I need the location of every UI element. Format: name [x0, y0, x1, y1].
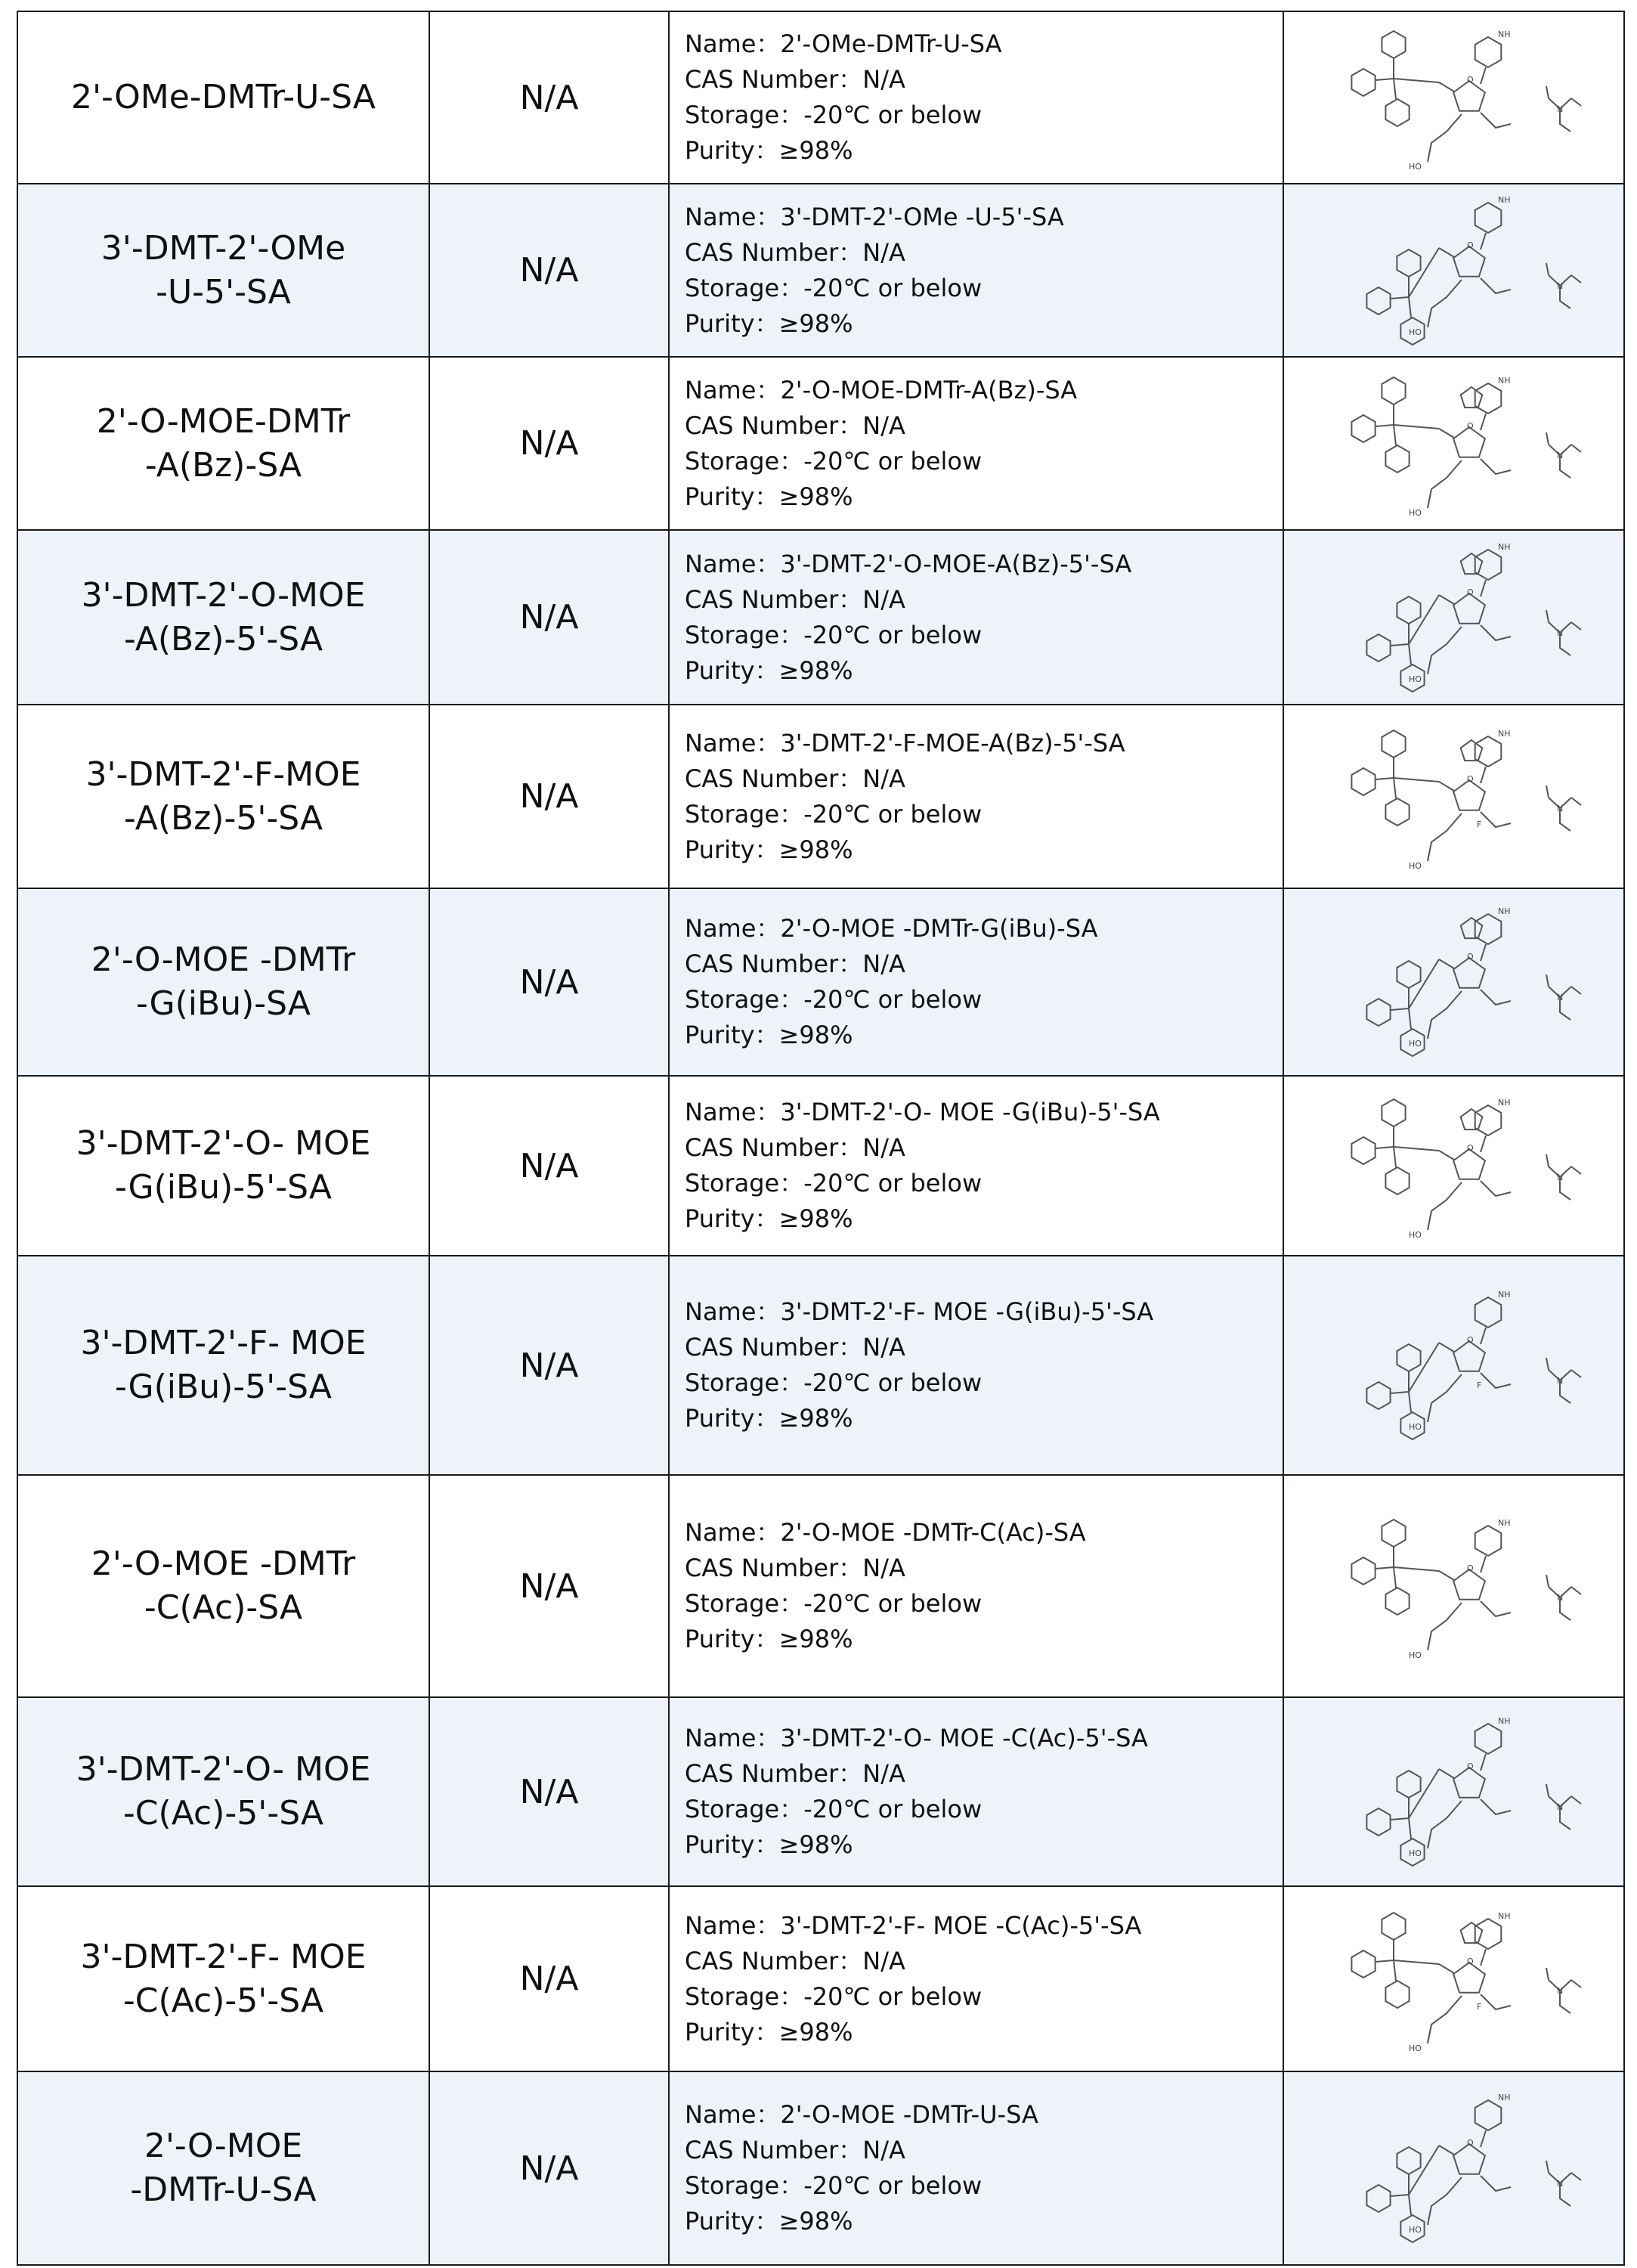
svg-text:N: N: [1556, 1376, 1563, 1386]
product-name-cell: [18, 358, 430, 529]
cas-cell: [430, 12, 670, 183]
structure-cell: [1284, 1476, 1623, 1696]
info-purity: Purity：≥98%: [685, 1021, 853, 1049]
svg-text:F: F: [1476, 1380, 1481, 1390]
product-name: 2'-O-MOE -DMTr -C(Ac)-SA: [91, 1545, 356, 1627]
product-name: 2'-O-MOE -DMTr -G(iBu)-SA: [91, 940, 356, 1023]
info-storage: Storage：-20℃ or below: [685, 446, 983, 476]
svg-text:O: O: [1466, 1143, 1474, 1153]
structure-cell: [1284, 12, 1623, 183]
product-info-cell: [670, 1476, 1284, 1696]
product-name: 3'-DMT-2'-O-MOE -A(Bz)-5'-SA: [81, 575, 366, 658]
cas-cell: [430, 1077, 670, 1255]
product-name-cell: [18, 2072, 430, 2264]
svg-text:NH: NH: [1497, 1098, 1510, 1108]
svg-text:N: N: [1556, 1173, 1563, 1182]
product-row: [17, 1885, 1625, 2071]
cas-value: N/A: [519, 424, 579, 463]
svg-text:NH: NH: [1497, 194, 1510, 205]
product-row: [17, 11, 1625, 183]
svg-text:O: O: [1466, 1956, 1474, 1966]
cas-cell: [430, 1887, 670, 2071]
svg-text:NH: NH: [1497, 728, 1510, 739]
info-name: Name：2'-O-MOE-DMTr-A(Bz)-SA: [685, 375, 1078, 404]
product-name: 3'-DMT-2'-F-MOE -A(Bz)-5'-SA: [85, 754, 361, 838]
svg-text:F: F: [1476, 819, 1481, 829]
svg-text:HO: HO: [1408, 674, 1422, 684]
info-storage: Storage：-20℃ or below: [685, 1169, 983, 1198]
product-info-cell: [670, 358, 1284, 529]
info-storage: Storage：-20℃ or below: [685, 985, 983, 1014]
svg-text:HO: HO: [1408, 1230, 1422, 1240]
product-name-cell: [18, 705, 430, 888]
info-name: Name：2'-OMe-DMTr-U-SA: [685, 29, 1002, 58]
product-row: [17, 1255, 1625, 1474]
info-purity: Purity：≥98%: [685, 1404, 853, 1433]
svg-text:HO: HO: [1408, 2225, 1422, 2235]
svg-text:NH: NH: [1497, 541, 1510, 552]
svg-text:NH: NH: [1497, 29, 1510, 39]
svg-text:N: N: [1556, 803, 1563, 813]
product-row: [17, 1474, 1625, 1696]
info-storage: Storage：-20℃ or below: [685, 1368, 983, 1397]
chemical-structure-image: [1318, 191, 1590, 350]
product-name-cell: [18, 1887, 430, 2071]
info-cas: CAS Number：N/A: [685, 2136, 905, 2164]
chemical-structure-image: [1318, 903, 1590, 1061]
product-row: [17, 704, 1625, 888]
structure-cell: [1284, 1887, 1623, 2071]
svg-text:NH: NH: [1497, 2093, 1510, 2102]
info-storage: Storage：-20℃ or below: [685, 101, 983, 129]
cas-cell: [430, 184, 670, 356]
cas-value: N/A: [519, 1772, 579, 1811]
info-cas: CAS Number：N/A: [685, 1554, 905, 1582]
cas-value: N/A: [519, 78, 579, 117]
cas-value: N/A: [519, 251, 579, 290]
structure-cell: [1284, 2072, 1623, 2264]
info-purity: Purity：≥98%: [685, 482, 853, 511]
cas-value: N/A: [519, 1960, 579, 1998]
svg-text:HO: HO: [1408, 2043, 1422, 2053]
structure-cell: [1284, 1077, 1623, 1255]
info-cas: CAS Number：N/A: [685, 1333, 905, 1362]
svg-text:O: O: [1466, 1761, 1474, 1771]
product-name-cell: [18, 1077, 430, 1255]
info-purity: Purity：≥98%: [685, 655, 853, 685]
info-purity: Purity：≥98%: [685, 1625, 853, 1653]
product-row: [17, 529, 1625, 704]
chemical-structure-image: [1318, 2089, 1590, 2248]
cas-cell: [430, 1256, 670, 1474]
info-storage: Storage：-20℃ or below: [685, 273, 983, 302]
cas-cell: [430, 705, 670, 888]
info-purity: Purity：≥98%: [685, 1830, 853, 1859]
info-purity: Purity：≥98%: [685, 2207, 853, 2235]
product-name: 2'-O-MOE-DMTr -A(Bz)-SA: [96, 401, 351, 485]
info-cas: CAS Number：N/A: [685, 764, 905, 793]
cas-cell: [430, 358, 670, 529]
product-name-cell: [18, 184, 430, 356]
cas-value: N/A: [519, 777, 579, 816]
chemical-structure-image: [1318, 538, 1590, 697]
svg-text:N: N: [1556, 1985, 1563, 1996]
info-name: Name：3'-DMT-2'-O- MOE -C(Ac)-5'-SA: [685, 1724, 1148, 1752]
info-purity: Purity：≥98%: [685, 308, 853, 338]
product-row: [17, 1696, 1625, 1885]
product-name: 2'-O-MOE -DMTr-U-SA: [130, 2127, 317, 2209]
svg-text:N: N: [1556, 450, 1563, 460]
cas-value: N/A: [519, 2149, 579, 2188]
product-name: 3'-DMT-2'-O- MOE -C(Ac)-5'-SA: [76, 1750, 371, 1833]
info-cas: CAS Number：N/A: [685, 1946, 905, 1975]
info-storage: Storage：-20℃ or below: [685, 2171, 983, 2200]
svg-text:N: N: [1556, 1593, 1563, 1603]
svg-text:NH: NH: [1497, 1290, 1510, 1300]
chemical-structure-image: [1318, 364, 1590, 523]
structure-cell: [1284, 358, 1623, 529]
cas-value: N/A: [519, 598, 579, 637]
cas-value: N/A: [519, 1566, 579, 1606]
chemical-structure-image: [1318, 1507, 1590, 1665]
product-info-cell: [670, 1698, 1284, 1885]
cas-cell: [430, 2072, 670, 2264]
svg-text:O: O: [1466, 240, 1474, 250]
info-cas: CAS Number：N/A: [685, 950, 905, 978]
product-info-cell: [670, 1256, 1284, 1474]
svg-text:O: O: [1466, 2138, 1474, 2148]
svg-text:NH: NH: [1497, 1716, 1510, 1726]
structure-cell: [1284, 531, 1623, 704]
chemical-structure-image: [1318, 1900, 1590, 2059]
svg-text:O: O: [1466, 587, 1474, 597]
info-cas: CAS Number：N/A: [685, 237, 905, 267]
product-info-cell: [670, 184, 1284, 356]
product-row: [17, 1075, 1625, 1255]
info-cas: CAS Number：N/A: [685, 1133, 905, 1162]
svg-text:NH: NH: [1497, 906, 1510, 916]
product-name-cell: [18, 12, 430, 183]
product-info-cell: [670, 705, 1284, 888]
svg-text:HO: HO: [1408, 860, 1422, 871]
info-purity: Purity：≥98%: [685, 136, 853, 165]
cas-cell: [430, 1476, 670, 1696]
structure-cell: [1284, 1256, 1623, 1474]
info-name: Name：2'-O-MOE -DMTr-U-SA: [685, 2100, 1038, 2129]
info-storage: Storage：-20℃ or below: [685, 799, 983, 829]
svg-text:N: N: [1556, 1802, 1563, 1812]
product-name: 3'-DMT-2'-F- MOE -G(iBu)-5'-SA: [80, 1324, 367, 1406]
chemical-structure-image: [1318, 1086, 1590, 1245]
svg-text:HO: HO: [1408, 1039, 1422, 1049]
product-info-cell: [670, 531, 1284, 704]
cas-cell: [430, 1698, 670, 1885]
product-info-cell: [670, 2072, 1284, 2264]
svg-text:HO: HO: [1408, 1848, 1422, 1858]
cas-cell: [430, 889, 670, 1075]
info-cas: CAS Number：N/A: [685, 65, 905, 94]
structure-cell: [1284, 184, 1623, 356]
product-info-cell: [670, 12, 1284, 183]
info-cas: CAS Number：N/A: [685, 1759, 905, 1788]
product-name: 2'-OMe-DMTr-U-SA: [70, 78, 376, 116]
product-row: [17, 888, 1625, 1075]
product-name: 3'-DMT-2'-O- MOE -G(iBu)-5'-SA: [76, 1124, 371, 1207]
svg-text:O: O: [1466, 75, 1474, 85]
chemical-structure-image: [1318, 1712, 1590, 1871]
svg-text:HO: HO: [1408, 162, 1422, 172]
svg-text:HO: HO: [1408, 507, 1422, 518]
info-purity: Purity：≥98%: [685, 2017, 853, 2046]
svg-text:N: N: [1556, 627, 1563, 638]
info-name: Name：3'-DMT-2'-O-MOE-A(Bz)-5'-SA: [685, 549, 1132, 578]
product-name-cell: [18, 1698, 430, 1885]
product-name-cell: [18, 531, 430, 704]
info-storage: Storage：-20℃ or below: [685, 620, 983, 649]
info-purity: Purity：≥98%: [685, 1204, 853, 1233]
info-storage: Storage：-20℃ or below: [685, 1981, 983, 2011]
cas-cell: [430, 531, 670, 704]
info-name: Name：3'-DMT-2'-OMe -U-5'-SA: [685, 202, 1064, 231]
svg-text:F: F: [1476, 2001, 1481, 2012]
svg-text:O: O: [1466, 773, 1474, 784]
structure-cell: [1284, 889, 1623, 1075]
svg-text:NH: NH: [1497, 1518, 1510, 1528]
svg-text:HO: HO: [1408, 1650, 1422, 1660]
info-storage: Storage：-20℃ or below: [685, 1795, 983, 1823]
product-name-cell: [18, 1256, 430, 1474]
cas-value: N/A: [519, 1146, 579, 1185]
product-info-cell: [670, 1887, 1284, 2071]
structure-cell: [1284, 1698, 1623, 1885]
product-row: [17, 2071, 1625, 2266]
product-row: [17, 183, 1625, 356]
info-name: Name：2'-O-MOE -DMTr-G(iBu)-SA: [685, 914, 1098, 943]
svg-text:N: N: [1556, 280, 1563, 291]
chemical-structure-image: [1318, 1286, 1590, 1445]
chemical-structure-image: [1318, 717, 1590, 876]
info-cas: CAS Number：N/A: [685, 411, 905, 440]
structure-cell: [1284, 705, 1623, 888]
info-cas: CAS Number：N/A: [685, 584, 905, 614]
svg-text:O: O: [1466, 1563, 1474, 1573]
svg-text:N: N: [1556, 104, 1563, 114]
product-name-cell: [18, 1476, 430, 1696]
svg-text:O: O: [1466, 1335, 1474, 1345]
svg-text:NH: NH: [1497, 1910, 1510, 1921]
product-name: 3'-DMT-2'-F- MOE -C(Ac)-5'-SA: [80, 1937, 367, 2020]
info-name: Name：3'-DMT-2'-F- MOE -G(iBu)-5'-SA: [685, 1297, 1154, 1326]
product-info-cell: [670, 889, 1284, 1075]
product-info-cell: [670, 1077, 1284, 1255]
product-name-cell: [18, 889, 430, 1075]
cas-value: N/A: [519, 962, 579, 1002]
svg-text:N: N: [1556, 2179, 1563, 2189]
svg-text:O: O: [1466, 420, 1474, 431]
info-name: Name：3'-DMT-2'-F-MOE-A(Bz)-5'-SA: [685, 728, 1125, 758]
cas-value: N/A: [519, 1346, 579, 1385]
svg-text:NH: NH: [1497, 375, 1510, 386]
info-name: Name：2'-O-MOE -DMTr-C(Ac)-SA: [685, 1518, 1086, 1547]
product-row: [17, 356, 1625, 529]
svg-text:HO: HO: [1408, 327, 1422, 337]
svg-text:N: N: [1556, 993, 1563, 1002]
info-storage: Storage：-20℃ or below: [685, 1589, 983, 1618]
svg-text:O: O: [1466, 952, 1474, 962]
product-name: 3'-DMT-2'-OMe -U-5'-SA: [101, 228, 346, 311]
svg-text:HO: HO: [1408, 1422, 1422, 1432]
info-name: Name：3'-DMT-2'-O- MOE -G(iBu)-5'-SA: [685, 1098, 1160, 1126]
info-name: Name：3'-DMT-2'-F- MOE -C(Ac)-5'-SA: [685, 1910, 1142, 1940]
info-purity: Purity：≥98%: [685, 835, 853, 864]
chemical-structure-image: [1318, 18, 1590, 177]
